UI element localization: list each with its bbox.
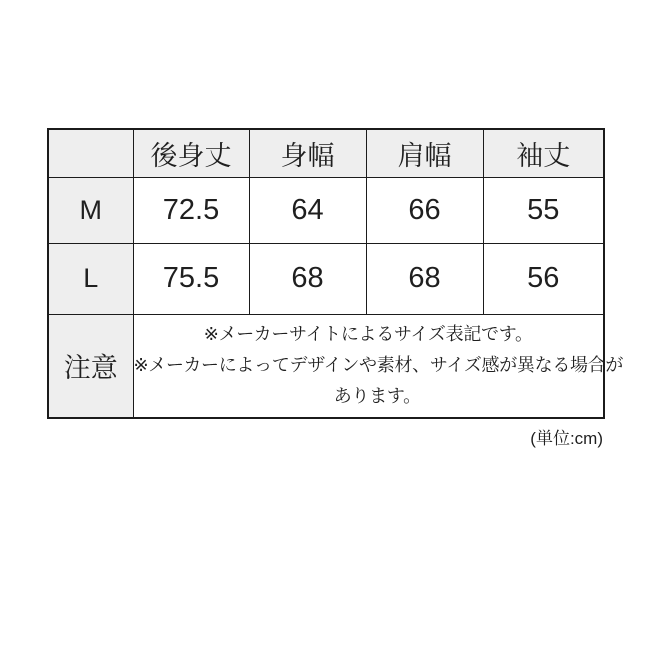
size-row-m (48, 177, 604, 243)
col-header-sleeve-length: 袖丈 (483, 129, 604, 177)
note-row (48, 314, 604, 418)
note-line-2: ※メーカーによってデザインや素材、サイズ感が異なる場合が (133, 355, 624, 376)
value-l-sleeve-length: 56 (483, 243, 604, 314)
note-label: 注意 (48, 314, 133, 418)
size-label-m: M (48, 177, 133, 243)
corner-cell (48, 129, 133, 177)
size-row-l (48, 243, 604, 314)
col-header-back-length: 後身丈 (133, 129, 249, 177)
unit-label: (単位:cm) (530, 429, 603, 448)
value-m-body-width: 64 (249, 177, 366, 243)
col-header-body-width: 身幅 (249, 129, 366, 177)
value-m-shoulder-width: 66 (366, 177, 483, 243)
header-row (48, 129, 604, 177)
note-line-3: あります。 (333, 386, 421, 407)
size-table (47, 128, 624, 419)
note-line-1: ※メーカーサイトによるサイズ表記です。 (203, 324, 533, 345)
value-l-back-length: 75.5 (133, 243, 249, 314)
col-header-shoulder-width: 肩幅 (366, 129, 483, 177)
value-m-back-length: 72.5 (133, 177, 249, 243)
note-cell (133, 314, 624, 418)
size-label-l: L (48, 243, 133, 314)
value-m-sleeve-length: 55 (483, 177, 604, 243)
value-l-body-width: 68 (249, 243, 366, 314)
value-l-shoulder-width: 68 (366, 243, 483, 314)
